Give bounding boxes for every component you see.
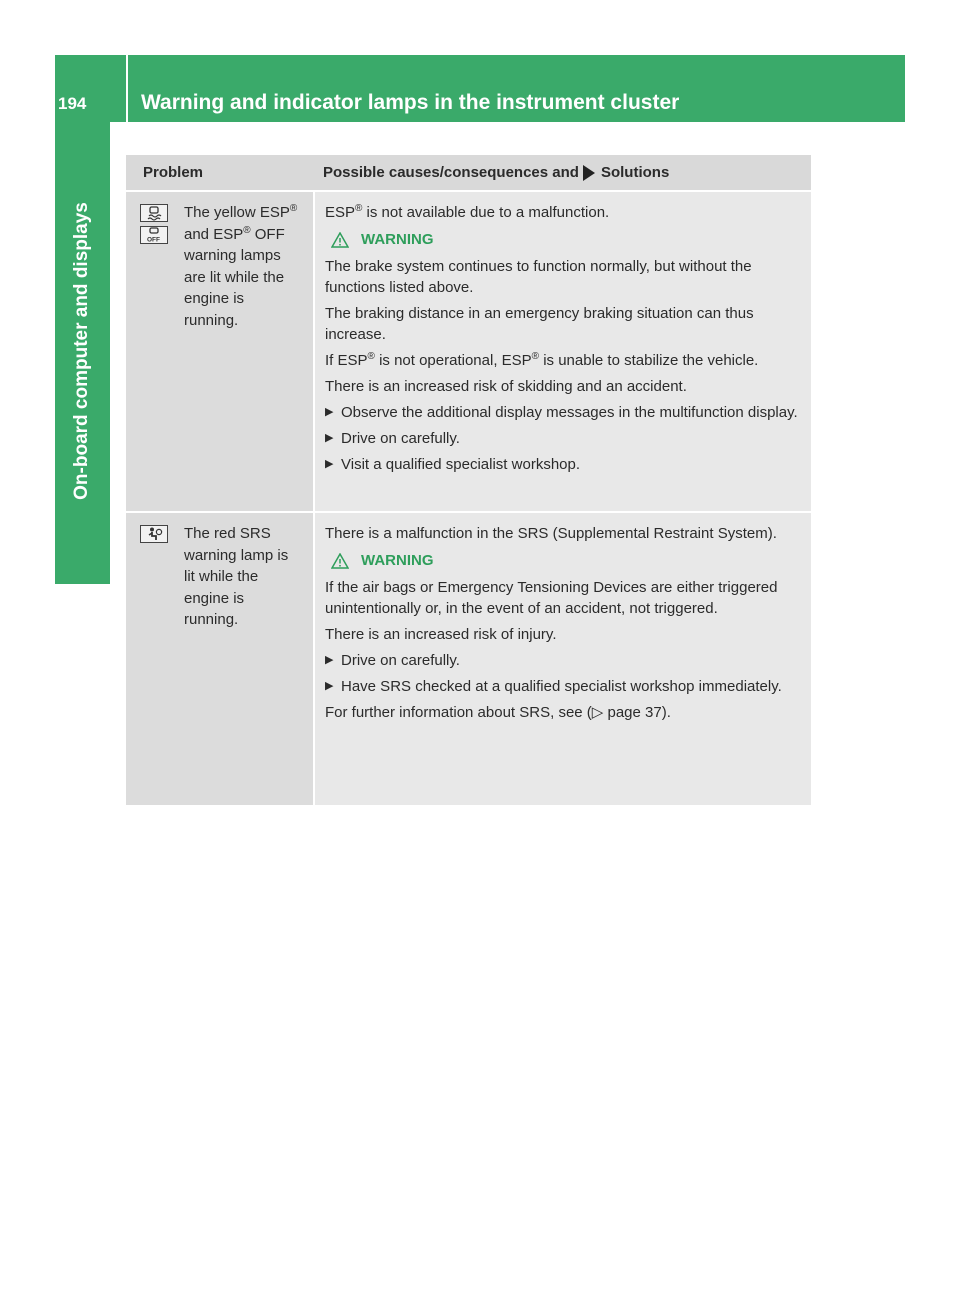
problem-line: engine is xyxy=(184,589,245,607)
instruction-step xyxy=(325,454,805,475)
instruction-step xyxy=(325,428,805,449)
arrow-right-icon xyxy=(583,165,595,181)
problem-line: warning lamp is xyxy=(184,546,289,564)
warning-paragraph: If ESP® is not operational, ESP® is unable to stabilize the vehicle. xyxy=(325,351,759,369)
problem-cell xyxy=(126,192,313,511)
esp-off-icon xyxy=(140,226,168,244)
instruction-step xyxy=(325,676,805,697)
header-divider xyxy=(126,55,128,122)
problem-line: lit while the xyxy=(184,568,259,585)
srs-page-reference: For further information about SRS, see (▷ page 37). xyxy=(325,704,671,721)
solution-cell xyxy=(313,513,811,805)
warning-lamp-table xyxy=(126,155,811,807)
lamp-icons xyxy=(140,523,184,631)
problem-cell xyxy=(126,513,313,805)
problem-line: and ESP® OFF xyxy=(184,224,285,243)
warning-label: WARNING xyxy=(361,552,434,569)
step-arrow-icon: ▶ xyxy=(325,680,334,692)
page-title: Warning and indicator lamps in the instrument cluster xyxy=(141,91,680,114)
step-arrow-icon: ▶ xyxy=(325,654,334,666)
warning-paragraph: If the air bags or Emergency Tensioning Devices are either triggered unintentionally or, in the event of an accident, not triggered. xyxy=(325,579,778,617)
problem-line: are lit while the xyxy=(184,268,285,286)
problem-text xyxy=(184,202,309,331)
warning-heading xyxy=(325,552,805,569)
svg-text:OFF: OFF xyxy=(147,236,160,243)
warning-triangle-icon xyxy=(331,553,349,569)
cause-text: ESP® is not available due to a malfunction. xyxy=(325,203,610,221)
step-text: Observe the additional display messages in the multifunction display. xyxy=(341,404,798,421)
column-header-solutions-label-a: Possible causes/consequences and xyxy=(323,163,579,181)
problem-line: warning lamps xyxy=(184,247,281,264)
table-row xyxy=(126,192,811,513)
lamp-description xyxy=(140,202,309,331)
cause-text: There is a malfunction in the SRS (Supplemental Restraint System). xyxy=(325,525,777,542)
problem-text xyxy=(184,523,309,631)
column-header-problem: Problem xyxy=(143,164,204,181)
problem-line: running. xyxy=(184,611,239,628)
instruction-step xyxy=(325,402,805,423)
srs-airbag-icon xyxy=(140,525,168,543)
problem-line: running. xyxy=(184,311,239,329)
page-number: 194 xyxy=(58,94,87,113)
table-header xyxy=(126,155,811,192)
esp-icon xyxy=(140,204,168,222)
problem-line: The yellow ESP® xyxy=(184,203,298,221)
warning-paragraph: The brake system continues to function normally, but without the functions listed above. xyxy=(325,258,752,296)
step-text: Drive on carefully. xyxy=(341,430,460,447)
table-row xyxy=(126,513,811,807)
step-text: Visit a qualified specialist workshop. xyxy=(341,456,581,473)
warning-paragraph: The braking distance in an emergency braking situation can thus increase. xyxy=(325,305,754,343)
solution-cell xyxy=(313,192,811,511)
problem-line: engine is xyxy=(184,290,245,307)
warning-heading xyxy=(325,231,805,248)
step-text: Have SRS checked at a qualified specialist workshop immediately. xyxy=(341,678,782,695)
warning-triangle-icon xyxy=(331,232,349,248)
column-header-solutions-label-b: Solutions xyxy=(600,163,670,181)
instruction-step xyxy=(325,650,805,671)
warning-label: WARNING xyxy=(361,231,434,248)
step-text: Drive on carefully. xyxy=(341,652,460,669)
step-arrow-icon: ▶ xyxy=(325,432,334,444)
warning-paragraph: There is an increased risk of skidding and an accident. xyxy=(325,378,687,395)
lamp-icons xyxy=(140,202,184,331)
problem-line: The red SRS xyxy=(184,525,271,542)
chapter-side-tab-label: On-board computer and displays xyxy=(71,202,92,500)
step-arrow-icon: ▶ xyxy=(325,458,334,470)
column-header-solutions xyxy=(313,155,811,190)
step-arrow-icon: ▶ xyxy=(325,406,334,418)
lamp-description xyxy=(140,523,309,631)
warning-paragraph: There is an increased risk of injury. xyxy=(325,626,557,643)
